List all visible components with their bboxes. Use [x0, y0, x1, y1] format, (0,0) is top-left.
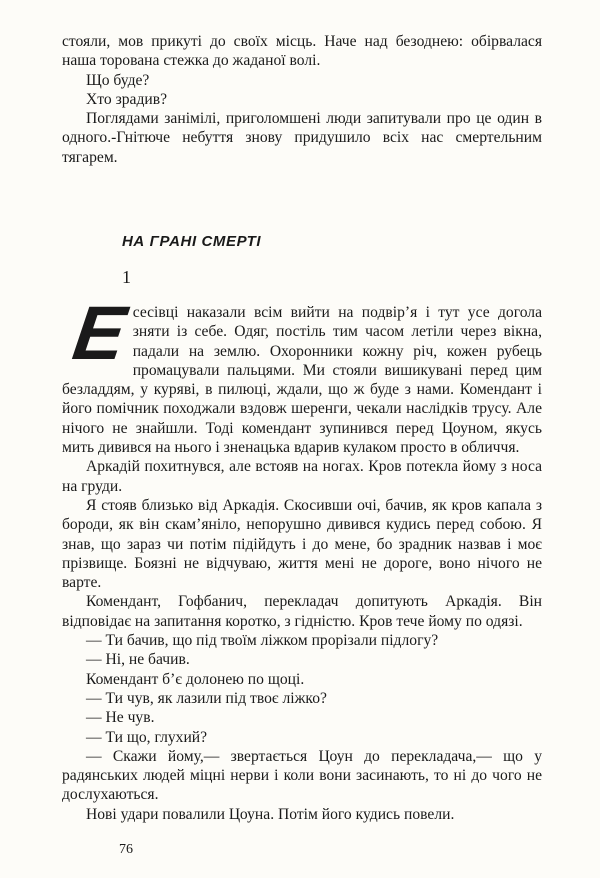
- dialogue-line: — Скажи йому,— звертається Цоун до перекладача,— що у радянських людей міцні нерви і коли вони засинають, то ні до чого не дослухаються.: [62, 747, 542, 804]
- drop-cap: Е: [68, 291, 131, 376]
- dialogue-line: — Ні, не бачив.: [86, 651, 190, 669]
- paragraph: Я стояв близько від Аркадія. Скосивши очі, бачив, як кров капала з бороди, як він скам’яніло, непорушно дивився кудись перед собою. Я знав, що зараз чи потім підійдуть і до мене, бо зрадник назвав і моє прізвище. Боязні не відчуваю, життя мені не дороге, воно нічого не варте.: [62, 496, 542, 592]
- paragraph: Нові удари повалили Цоуна. Потім його кудись повели.: [86, 805, 455, 823]
- dialogue-line: — Ти чув, як лазили під твоє ліжко?: [86, 689, 327, 707]
- main-text-block: [62, 291, 542, 824]
- page-number: 76: [119, 842, 133, 857]
- section-number: 1: [122, 267, 131, 287]
- opening-paragraph: [62, 291, 542, 457]
- chapter-title: НА ГРАНІ СМЕРТІ: [122, 233, 262, 250]
- paragraph: Що буде?: [86, 71, 150, 89]
- dialogue-line: — Ти що, глухий?: [86, 728, 208, 746]
- paragraph: Хто зрадив?: [86, 90, 168, 108]
- opening-paragraph-text: сесівці наказали всім вийти на подвір’я і тут усе догола зняти із себе. Одяг, постіль тим часом летіли через вікна, падали на землю. Охоронники кожну річ, кожен рубець промацували пальцями. Ми стояли вишикувані перед цим безладдям, у куряві, в пилюці, ждали, що ж буде з нами. Комендант і його помічник походжали вздовж шеренги, чекали наслідків трусу. Але нічого не знайшли. Тоді комендант зупинився перед Цоуном, якусь мить дивився на нього і зненацька вдарив кулаком просто в обличчя.: [62, 304, 542, 457]
- dialogue-line: — Ти бачив, що під твоїм ліжком прорізали підлогу?: [86, 632, 439, 650]
- paragraph: стояли, мов прикуті до своїх місць. Наче над безоднею: обірвалася наша торована стежка до жаданої волі.: [62, 33, 542, 70]
- paragraph: Аркадій похитнувся, але встояв на ногах. Кров потекла йому з носа на груди.: [62, 458, 542, 495]
- top-text-block: [62, 32, 542, 167]
- paragraph: Комендант, Гофбанич, перекладач допитують Аркадія. Він відповідає на запитання коротко, з гідністю. Кров тече йому по одязі.: [62, 593, 542, 630]
- paragraph: Поглядами занімілі, приголомшені люди запитували про це один в одного.-Гнітюче небуття знову придушило всіх нас смертельним тягарем.: [62, 110, 542, 166]
- dialogue-line: — Не чув.: [86, 709, 155, 727]
- paragraph: Комендант б’є долонею по щоці.: [86, 670, 305, 688]
